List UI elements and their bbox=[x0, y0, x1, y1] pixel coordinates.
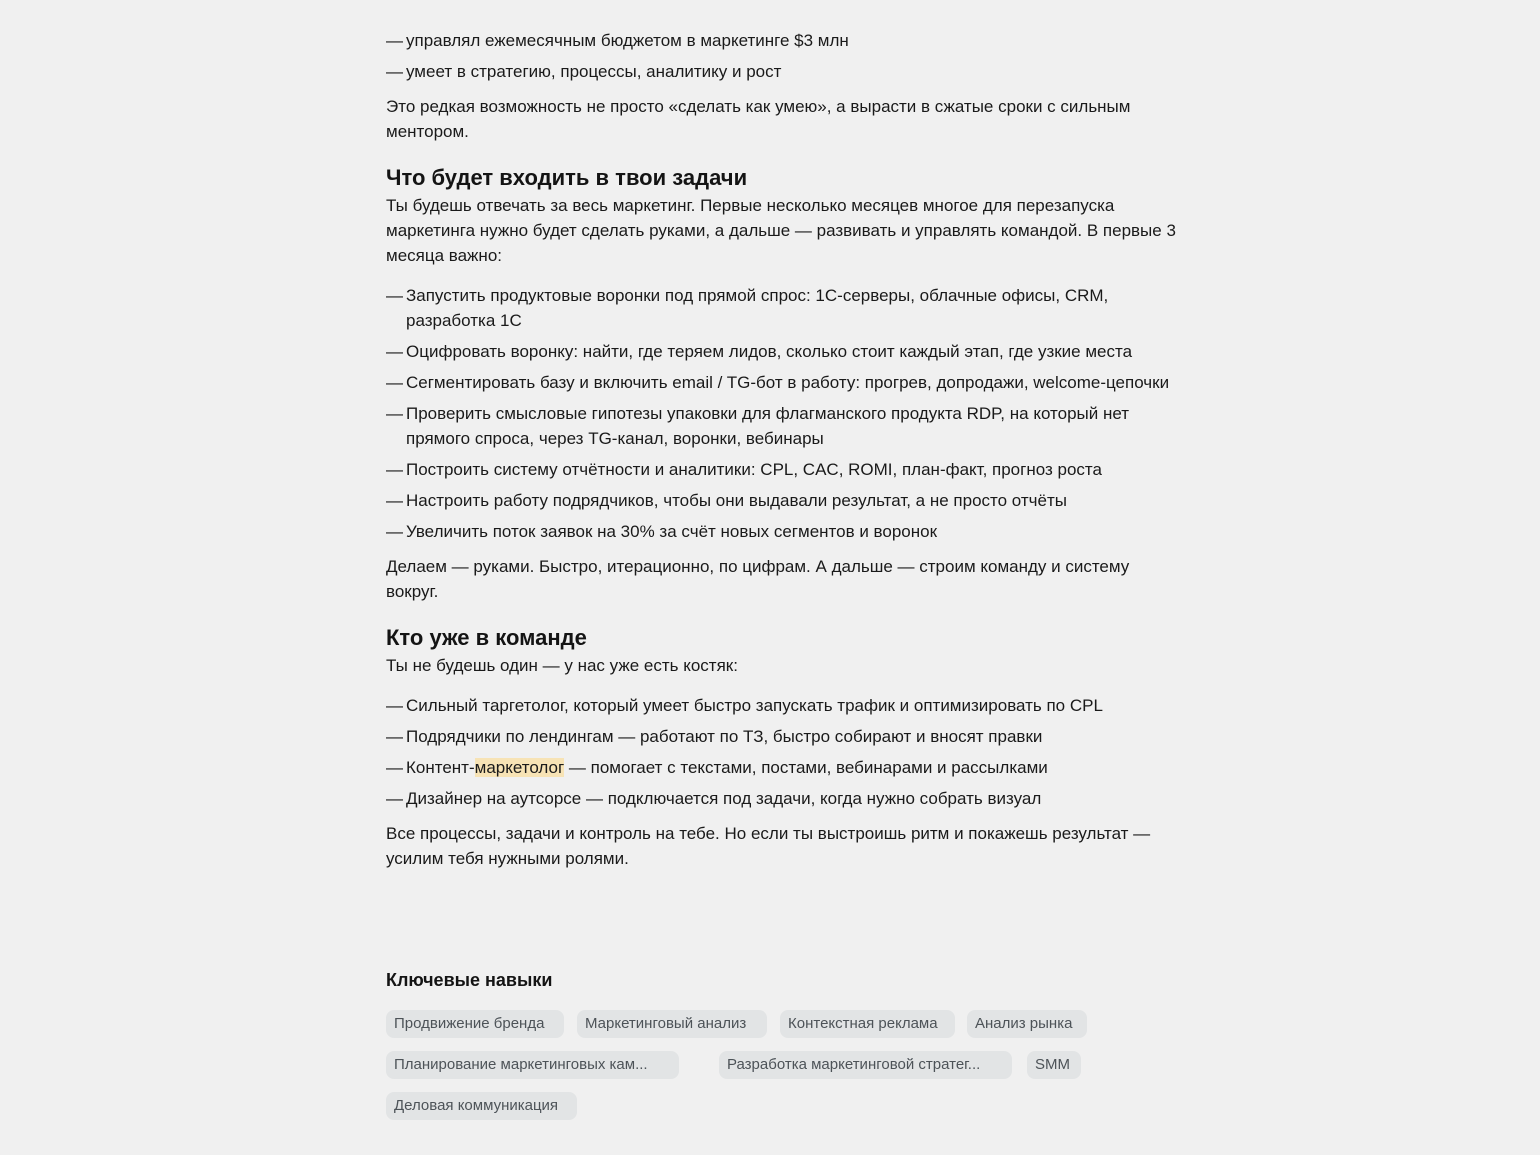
tasks-outro: Делаем — руками. Быстро, итерационно, по цифрам. А дальше — строим команду и систему вокруг. bbox=[386, 557, 1130, 601]
team-paragraph: Ты не будешь один — у нас уже есть костяк: bbox=[386, 656, 738, 675]
tasks-paragraph: Ты будешь отвечать за весь маркетинг. Первые несколько месяцев многое для перезапуска маркетинга нужно будет сделать руками, а дальше — развивать и управлять командой. В первые 3 месяца важно: bbox=[386, 196, 1176, 265]
intro-paragraph: Это редкая возможность не просто «сделать как умею», а вырасти в сжатые сроки с сильным ментором. bbox=[386, 97, 1131, 141]
list-item: — Построить систему отчётности и аналитики: CPL, CAC, ROMI, план-факт, прогноз роста bbox=[386, 457, 1186, 482]
list-item: — Настроить работу подрядчиков, чтобы они выдавали результат, а не просто отчёты bbox=[386, 488, 1186, 513]
list-item: — Оцифровать воронку: найти, где теряем лидов, сколько стоит каждый этап, где узкие места bbox=[386, 339, 1186, 364]
highlighted-term: маркетолог bbox=[474, 758, 565, 777]
list-item: — управлял ежемесячным бюджетом в маркетинге $3 млн bbox=[386, 28, 1186, 53]
content-role-prefix: Контент- bbox=[406, 758, 475, 777]
list-item bbox=[386, 755, 1186, 780]
list-item: — Сегментировать базу и включить email / TG-бот в работу: прогрев, допродажи, welcome-цепочки bbox=[386, 370, 1186, 395]
skill-tag[interactable]: Деловая коммуникация bbox=[386, 1092, 577, 1120]
skill-tag[interactable]: Планирование маркетинговых кам... bbox=[386, 1051, 679, 1079]
content-role-suffix: — помогает с текстами, постами, вебинарами и рассылками bbox=[564, 758, 1048, 777]
skill-tag[interactable]: Анализ рынка bbox=[967, 1010, 1087, 1038]
list-item: — Сильный таргетолог, который умеет быстро запускать трафик и оптимизировать по CPL bbox=[386, 693, 1186, 718]
skill-tag[interactable]: Маркетинговый анализ bbox=[577, 1010, 767, 1038]
list-item: — Подрядчики по лендингам — работают по ТЗ, быстро собирают и вносят правки bbox=[386, 724, 1186, 749]
skills-heading: Ключевые навыки bbox=[386, 970, 553, 990]
list-item: — Проверить смысловые гипотезы упаковки для флагманского продукта RDP, на который нет прямого спроса, через TG-канал, воронки, вебинары bbox=[386, 401, 1186, 451]
team-outro: Все процессы, задачи и контроль на тебе. Но если ты выстроишь ритм и покажешь результат — усилим тебя нужными ролями. bbox=[386, 824, 1151, 868]
list-item: — Увеличить поток заявок на 30% за счёт новых сегментов и воронок bbox=[386, 519, 1186, 544]
skill-tag[interactable]: Продвижение бренда bbox=[386, 1010, 564, 1038]
list-item: — умеет в стратегию, процессы, аналитику и рост bbox=[386, 59, 1186, 84]
skill-tag[interactable]: SMM bbox=[1027, 1051, 1081, 1079]
mentor-list bbox=[386, 28, 1186, 84]
team-heading: Кто уже в команде bbox=[386, 625, 587, 650]
tasks-list bbox=[386, 283, 1186, 544]
team-list bbox=[386, 693, 1186, 811]
skill-tag[interactable]: Контекстная реклама bbox=[780, 1010, 955, 1038]
skill-tag[interactable]: Разработка маркетинговой стратег... bbox=[719, 1051, 1012, 1079]
tasks-heading: Что будет входить в твои задачи bbox=[386, 165, 748, 190]
list-item: — Запустить продуктовые воронки под прямой спрос: 1С-серверы, облачные офисы, CRM, разработка 1С bbox=[386, 283, 1186, 333]
vacancy-description bbox=[386, 28, 1186, 871]
list-item: — Дизайнер на аутсорсе — подключается под задачи, когда нужно собрать визуал bbox=[386, 786, 1186, 811]
